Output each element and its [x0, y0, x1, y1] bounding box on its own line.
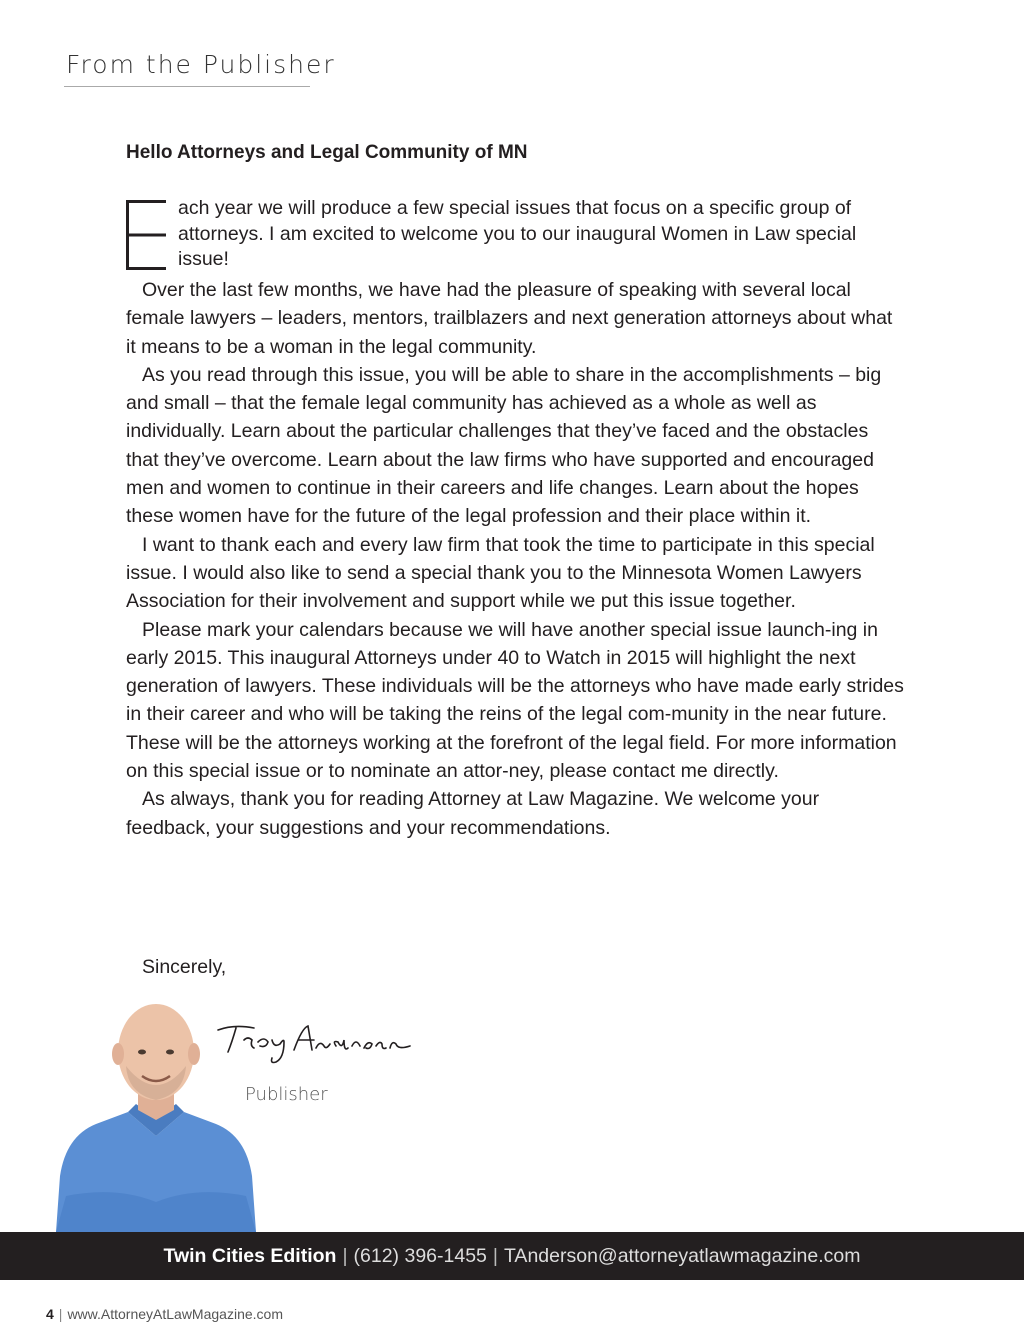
- paragraph: I want to thank each and every law firm that took the time to participate in this special issue. I would also like to send a special thank you to the Minnesota Women Lawyers Association for their involvement and support while we put this issue together.: [126, 533, 875, 613]
- letter-greeting: Hello Attorneys and Legal Community of MN: [126, 142, 528, 163]
- edition-contact-bar: [0, 1232, 1024, 1280]
- contact-phone: (612) 396-1455: [353, 1244, 487, 1267]
- page-number: 4: [46, 1306, 54, 1322]
- contact-email[interactable]: TAnderson@attorneyatlawmagazine.com: [503, 1244, 861, 1267]
- section-title-rule: [64, 86, 310, 87]
- closing-salutation: Sincerely,: [142, 956, 227, 978]
- first-paragraph-text: ach year we will produce a few special issues that focus on a specific group of attorneys. I am excited to welcome you to our inaugural Women in Law special issue!: [178, 197, 857, 270]
- signer-title: Publisher: [245, 1084, 328, 1105]
- page-footer: [46, 1306, 283, 1322]
- separator: |: [58, 1306, 63, 1322]
- paragraph: As always, thank you for reading Attorney at Law Magazine. We welcome your feedback, your suggestions and your recommendations.: [126, 788, 820, 839]
- dropcap-letter: [126, 200, 166, 270]
- paragraph: As you read through this issue, you will be able to share in the accomplishments – big and small – that the female legal community has achieved as a whole as well as individually. Learn about the particular challenges that they’ve faced and the obstacles that they’ve overcome. Learn about the law firms who have supported and encouraged men and women to continue in their careers and life changes. Learn about the hopes these women have for the future of the legal profession and their place within it.: [126, 363, 882, 528]
- paragraph: Over the last few months, we have had the pleasure of speaking with several local female lawyers – leaders, mentors, trailblazers and next generation attorneys about what it means to be a woman in the legal community.: [126, 279, 893, 358]
- edition-name: Twin Cities Edition: [163, 1244, 337, 1267]
- section-title: From the Publisher: [66, 50, 336, 79]
- website-link[interactable]: www.AttorneyAtLawMagazine.com: [67, 1306, 283, 1322]
- separator: |: [342, 1244, 348, 1267]
- paragraph: Please mark your calendars because we will have another special issue launch-ing in early 2015. This inaugural Attorneys under 40 to Watch in 2015 will highlight the next generation of lawyers. These individuals will be the attorneys who have made early strides in their career and who will be taking the reins of the legal com-munity in the near future. These will be the attorneys working at the forefront of the legal field. For more information on this special issue or to nominate an attor-ney, please contact me directly.: [126, 618, 904, 783]
- letter-body: [126, 196, 906, 842]
- publisher-signature: [214, 1018, 414, 1068]
- first-paragraph-block: [126, 196, 906, 274]
- separator: |: [492, 1244, 498, 1267]
